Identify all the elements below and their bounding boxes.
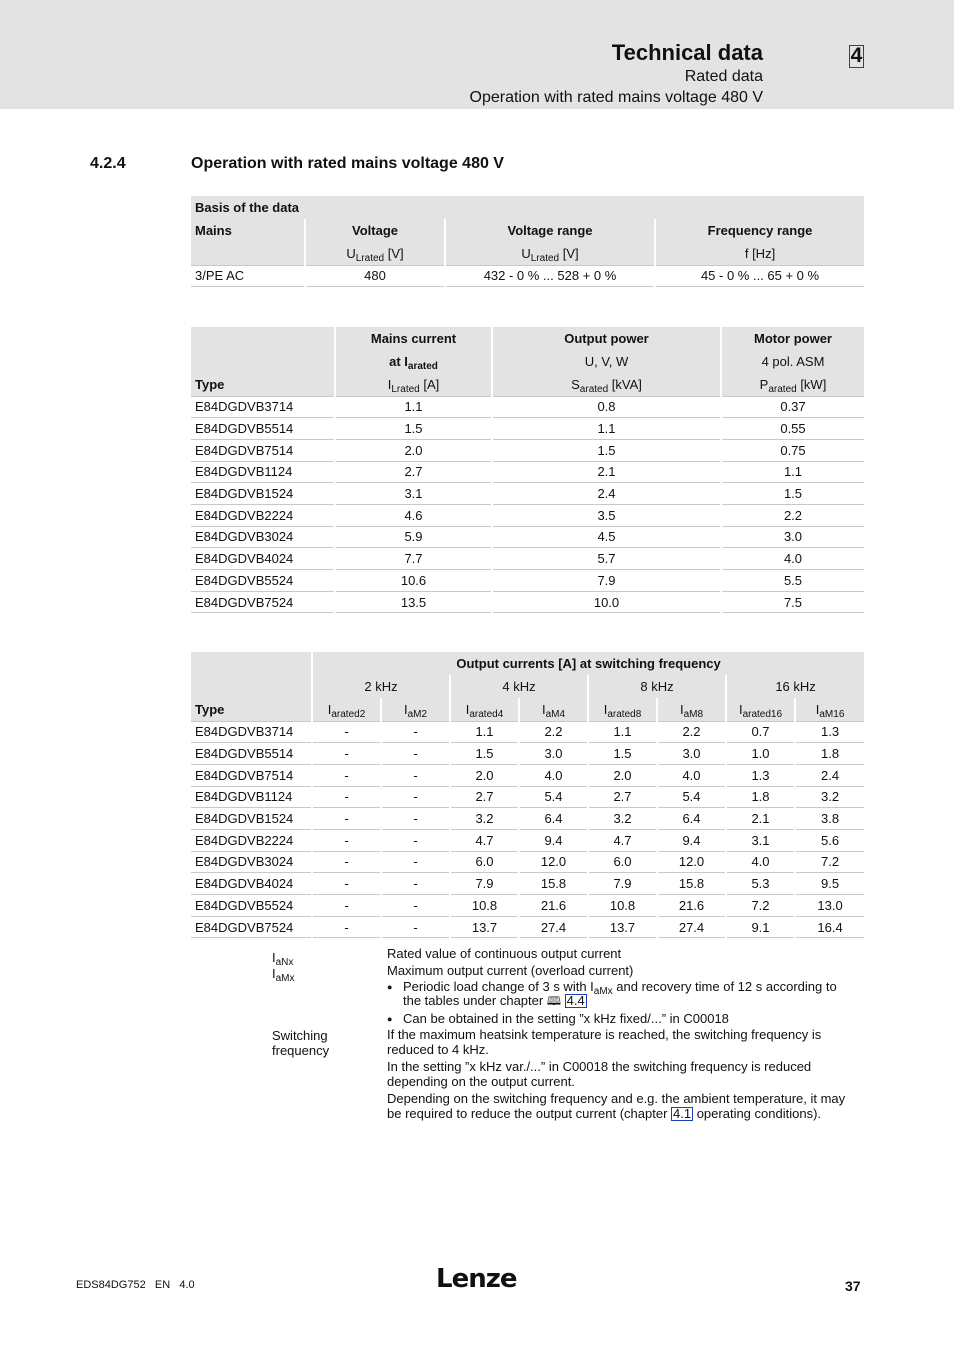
section-title: Operation with rated mains voltage 480 V (191, 155, 504, 172)
frequency-header: 8 kHz (588, 675, 726, 698)
header-subtitle-2: Operation with rated mains voltage 480 V (469, 89, 763, 106)
table-cell: 3.5 (492, 504, 721, 526)
note-bullet: ● Periodic load change of 3 s with $I_{aMx}$ and recovery time of 12 s according to the tables under chapter 🕮 4.4 (387, 980, 857, 1009)
table-cell: E84DGDVB3714 (191, 721, 312, 743)
table-cell: 6.0 (450, 851, 519, 873)
table-cell: 1.3 (726, 764, 795, 786)
table-cell: 0.8 (492, 396, 721, 418)
table-cell: 13.5 (335, 591, 492, 613)
table-cell: 7.9 (492, 570, 721, 592)
book-icon: 🕮 (546, 994, 561, 1008)
table-cell: 4.5 (492, 526, 721, 548)
table-cell: 1.0 (726, 743, 795, 765)
note-text-switching-frequency (387, 1028, 857, 1121)
unit-header: $U_{Lrated}$ [V] (305, 242, 445, 265)
table-cell: 0.37 (721, 396, 864, 418)
table-cell: 1.5 (450, 743, 519, 765)
table-cell: 12.0 (657, 851, 726, 873)
table-cell: 12.0 (519, 851, 588, 873)
table-cell: 4.0 (657, 764, 726, 786)
table-cell: 6.4 (519, 808, 588, 830)
table-cell: - (381, 764, 450, 786)
table-row (191, 786, 864, 808)
table-row (191, 591, 864, 613)
table-row (191, 743, 864, 765)
table-cell: 21.6 (657, 895, 726, 917)
table-cell: 3.0 (657, 743, 726, 765)
unit-header: $U_{Lrated}$ [V] (445, 242, 655, 265)
table-cell: - (312, 721, 381, 743)
column-header: Type (191, 698, 312, 721)
table-cell: - (312, 808, 381, 830)
table-cell: 3.1 (726, 829, 795, 851)
table-cell: 2.7 (450, 786, 519, 808)
table-row (191, 504, 864, 526)
table-cell: 5.5 (721, 570, 864, 592)
table-cell: 4.0 (721, 548, 864, 570)
table-cell: 3.0 (721, 526, 864, 548)
table-row (191, 265, 864, 286)
column-header: Mains current (335, 327, 492, 350)
chapter-4-4-link[interactable]: 4.4 (566, 993, 585, 1008)
unit-header: $I_{Lrated}$ [A] (335, 373, 492, 396)
frequency-header: 16 kHz (726, 675, 864, 698)
table-cell: 2.2 (721, 504, 864, 526)
table-cell: 1.1 (450, 721, 519, 743)
output-currents-table (191, 652, 864, 938)
table-cell: E84DGDVB2224 (191, 829, 312, 851)
table-cell: 0.75 (721, 439, 864, 461)
table-cell: - (312, 829, 381, 851)
table-caption: Basis of the data (191, 196, 864, 219)
table-cell: E84DGDVB7514 (191, 764, 312, 786)
note-label-ianx: $I_{aNx}$ (272, 950, 294, 968)
table-row (191, 764, 864, 786)
table-cell: 3.0 (519, 743, 588, 765)
table-cell: - (312, 743, 381, 765)
table-cell: 2.4 (492, 483, 721, 505)
table-cell: 5.4 (657, 786, 726, 808)
table-cell: 7.5 (721, 591, 864, 613)
column-header: Voltage range (445, 219, 655, 242)
note-paragraph: Depending on the switching frequency and e.g. the ambient temperature, it may be required to reduce the output current (chapter 4.1 operating conditions). (387, 1091, 846, 1121)
table-cell: 2.1 (726, 808, 795, 830)
table-cell: 10.6 (335, 570, 492, 592)
table-cell: 9.4 (519, 829, 588, 851)
table-cell: 1.5 (721, 483, 864, 505)
table-cell: 2.4 (795, 764, 864, 786)
column-subheader: U, V, W (492, 350, 721, 373)
table-cell: 7.2 (795, 851, 864, 873)
table-cell: 45 - 0 % ... 65 + 0 % (655, 265, 864, 286)
current-subheader: $I_{aM2}$ (381, 698, 450, 721)
table-cell: 4.7 (588, 829, 657, 851)
table-cell: 3.2 (588, 808, 657, 830)
unit-header: $P_{arated}$ [kW] (721, 373, 864, 396)
table-cell: 6.0 (588, 851, 657, 873)
table-cell: 10.8 (588, 895, 657, 917)
table-cell: 5.9 (335, 526, 492, 548)
table-cell: 4.0 (726, 851, 795, 873)
table-cell: 5.6 (795, 829, 864, 851)
table-cell: 4.0 (519, 764, 588, 786)
table-cell: 1.1 (721, 461, 864, 483)
table-cell: 15.8 (657, 873, 726, 895)
table-row (191, 916, 864, 938)
table-cell: E84DGDVB4024 (191, 548, 335, 570)
table-cell: 13.7 (588, 916, 657, 938)
table-cell: 16.4 (795, 916, 864, 938)
table-cell: 1.8 (726, 786, 795, 808)
header-title: Technical data (611, 40, 763, 65)
column-subheader: 4 pol. ASM (721, 350, 864, 373)
table-cell: 7.2 (726, 895, 795, 917)
table-cell: 2.7 (588, 786, 657, 808)
table-cell: 15.8 (519, 873, 588, 895)
column-subheader: at $I_{arated}$ (335, 350, 492, 373)
column-header: Output power (492, 327, 721, 350)
table-row (191, 548, 864, 570)
table-cell: 1.8 (795, 743, 864, 765)
table-cell: 13.0 (795, 895, 864, 917)
table-cell: 1.1 (492, 418, 721, 440)
table-cell: 1.5 (492, 439, 721, 461)
table-cell: - (381, 721, 450, 743)
table-cell: 9.1 (726, 916, 795, 938)
note-paragraph: In the setting ”x kHz var./...” in C00018 the switching frequency is reduced depending on the output current. (387, 1059, 812, 1089)
table-cell: 2.0 (588, 764, 657, 786)
current-subheader: $I_{aM8}$ (657, 698, 726, 721)
table-cell: E84DGDVB7514 (191, 439, 335, 461)
table-cell: 6.4 (657, 808, 726, 830)
table-cell: E84DGDVB7524 (191, 591, 335, 613)
table-row (191, 851, 864, 873)
frequency-header: 2 kHz (312, 675, 450, 698)
table-row (191, 439, 864, 461)
table-cell: - (312, 786, 381, 808)
table-cell: - (381, 895, 450, 917)
table-cell: E84DGDVB3024 (191, 851, 312, 873)
unit-header: $S_{arated}$ [kVA] (492, 373, 721, 396)
column-header: Motor power (721, 327, 864, 350)
power-table (191, 327, 864, 613)
mains-basis-table (191, 196, 864, 287)
lenze-logo: Lenze (436, 1264, 517, 1294)
table-cell: E84DGDVB1524 (191, 483, 335, 505)
current-subheader: $I_{aM16}$ (795, 698, 864, 721)
table-cell: 0.7 (726, 721, 795, 743)
table-row (191, 461, 864, 483)
table-cell: 2.2 (519, 721, 588, 743)
table-cell: 9.5 (795, 873, 864, 895)
current-subheader: $I_{arated8}$ (588, 698, 657, 721)
table-cell: 1.3 (795, 721, 864, 743)
table-cell: - (381, 851, 450, 873)
frequency-header: 4 kHz (450, 675, 588, 698)
table-cell: E84DGDVB3024 (191, 526, 335, 548)
table-cell: 3.1 (335, 483, 492, 505)
table-row (191, 526, 864, 548)
table-cell: E84DGDVB5514 (191, 743, 312, 765)
table-cell: E84DGDVB1124 (191, 461, 335, 483)
table-row (191, 396, 864, 418)
table-row (191, 873, 864, 895)
table-row (191, 483, 864, 505)
table-cell: 9.4 (657, 829, 726, 851)
table-cell: 2.1 (492, 461, 721, 483)
table-cell: E84DGDVB5524 (191, 570, 335, 592)
table-row (191, 721, 864, 743)
unit-header: f [Hz] (655, 242, 864, 265)
table-cell: 0.55 (721, 418, 864, 440)
table-cell: E84DGDVB7524 (191, 916, 312, 938)
table-cell: 1.5 (588, 743, 657, 765)
note-text-iamx (387, 964, 857, 1026)
chapter-4-1-link[interactable]: 4.1 (673, 1105, 692, 1121)
table-cell: 3.2 (450, 808, 519, 830)
table-cell: - (312, 873, 381, 895)
table-cell: 7.9 (450, 873, 519, 895)
table-cell: E84DGDVB4024 (191, 873, 312, 895)
table-cell: 5.4 (519, 786, 588, 808)
note-line: Maximum output current (overload current) (387, 963, 634, 978)
note-text-ianx: Rated value of continuous output current (387, 946, 622, 961)
table-cell: E84DGDVB1124 (191, 786, 312, 808)
current-subheader: $I_{arated16}$ (726, 698, 795, 721)
table-cell: E84DGDVB5514 (191, 418, 335, 440)
table-cell: 1.5 (335, 418, 492, 440)
table-row (191, 570, 864, 592)
table-cell: 7.9 (588, 873, 657, 895)
table-cell: 3/PE AC (191, 265, 305, 286)
table-cell: 432 - 0 % ... 528 + 0 % (445, 265, 655, 286)
table-cell: E84DGDVB3714 (191, 396, 335, 418)
table-cell: - (381, 873, 450, 895)
table-cell: 480 (305, 265, 445, 286)
header-cell (191, 675, 312, 698)
table-cell: 4.6 (335, 504, 492, 526)
section-number: 4.2.4 (90, 155, 126, 172)
table-cell: 1.1 (335, 396, 492, 418)
page-number: 37 (845, 1278, 861, 1294)
note-paragraph: If the maximum heatsink temperature is reached, the switching frequency is reduced to 4 kHz. (387, 1027, 822, 1057)
current-subheader: $I_{aM4}$ (519, 698, 588, 721)
table-cell: - (381, 743, 450, 765)
note-bullet: ● Can be obtained in the setting ”x kHz fixed/...” in C00018 (387, 1012, 857, 1027)
header-subtitle-1: Rated data (684, 68, 763, 85)
table-cell: - (312, 851, 381, 873)
table-cell: - (312, 895, 381, 917)
column-header: Frequency range (655, 219, 864, 242)
table-cell: 2.2 (657, 721, 726, 743)
table-cell: 3.2 (795, 786, 864, 808)
table-cell: 5.3 (726, 873, 795, 895)
column-header: Voltage (305, 219, 445, 242)
current-subheader: $I_{arated2}$ (312, 698, 381, 721)
table-cell: - (381, 808, 450, 830)
table-cell: 10.8 (450, 895, 519, 917)
table-cell: E84DGDVB5524 (191, 895, 312, 917)
table-cell: 21.6 (519, 895, 588, 917)
note-label-switching-frequency: Switching frequency (272, 1028, 330, 1058)
note-label-iamx: $I_{aMx}$ (272, 966, 295, 984)
table-cell: 2.0 (335, 439, 492, 461)
table-cell: - (381, 916, 450, 938)
table-cell: - (312, 916, 381, 938)
table-row (191, 895, 864, 917)
table-cell: E84DGDVB1524 (191, 808, 312, 830)
document-id: EDS84DG752 EN 4.0 (76, 1279, 195, 1291)
chapter-number-link[interactable]: 4 (850, 44, 863, 67)
table-cell: 27.4 (657, 916, 726, 938)
table-cell: 5.7 (492, 548, 721, 570)
table-cell: - (381, 786, 450, 808)
table-row (191, 418, 864, 440)
column-group-header: Output currents [A] at switching frequency (312, 652, 864, 675)
table-cell: 7.7 (335, 548, 492, 570)
column-header: Mains (191, 219, 305, 242)
table-cell: E84DGDVB2224 (191, 504, 335, 526)
table-cell: - (381, 829, 450, 851)
table-cell: 2.0 (450, 764, 519, 786)
table-cell: 4.7 (450, 829, 519, 851)
table-cell: 10.0 (492, 591, 721, 613)
current-subheader: $I_{arated4}$ (450, 698, 519, 721)
table-cell: 3.8 (795, 808, 864, 830)
column-header: Type (191, 373, 335, 396)
table-cell: - (312, 764, 381, 786)
header-cell (191, 327, 335, 350)
table-row (191, 829, 864, 851)
header-cell (191, 350, 335, 373)
table-cell: 1.1 (588, 721, 657, 743)
header-cell (191, 652, 312, 675)
table-row (191, 808, 864, 830)
header-cell (191, 242, 305, 265)
table-cell: 2.7 (335, 461, 492, 483)
table-cell: 27.4 (519, 916, 588, 938)
table-cell: 13.7 (450, 916, 519, 938)
